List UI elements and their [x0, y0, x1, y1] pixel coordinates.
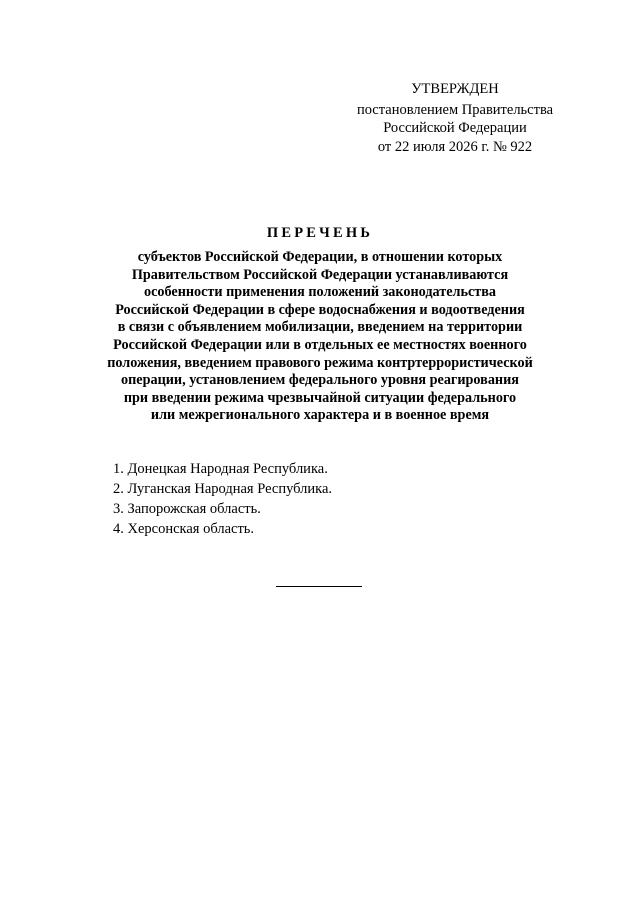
subtitle-line: субъектов Российской Федерации, в отношении которых: [137, 249, 503, 265]
subtitle-line: при введении режима чрезвычайной ситуации федерального: [123, 389, 517, 406]
list-item: 1. Донецкая Народная Республика.: [113, 461, 328, 477]
approval-line: постановлением Правительства: [356, 101, 554, 118]
subtitle-line: в связи с объявлением мобилизации, введением на территории: [117, 319, 523, 336]
approval-line: Российской Федерации: [383, 120, 527, 136]
subtitle-line: положения, введением правового режима контртеррористической: [107, 354, 533, 371]
subtitle-line: или межрегионального характера и в военное время: [150, 407, 490, 424]
document-subtitle: [70, 249, 570, 425]
approval-line: от 22 июля 2026 г. № 922: [377, 138, 533, 155]
list-item: 4. Херсонская область.: [113, 521, 255, 537]
approved-label: УТВЕРЖДЕН: [411, 81, 499, 97]
list-item: 3. Запорожская область.: [113, 501, 261, 517]
approval-block: [310, 80, 600, 156]
region-list: [113, 459, 513, 539]
subtitle-line: операции, установлением федерального уровня реагирования: [121, 372, 519, 389]
subtitle-line: Правительством Российской Федерации устанавливаются: [131, 266, 509, 283]
closing-divider: [276, 586, 362, 587]
subtitle-line: Российской Федерации в сфере водоснабжения и водоотведения: [115, 301, 525, 318]
subtitle-line: особенности применения положений законодательства: [144, 284, 496, 301]
subtitle-line: Российской Федерации или в отдельных ее местностях военного: [113, 336, 527, 353]
document-heading: ПЕРЕЧЕНЬ: [266, 225, 374, 241]
list-item: 2. Луганская Народная Республика.: [113, 481, 333, 497]
